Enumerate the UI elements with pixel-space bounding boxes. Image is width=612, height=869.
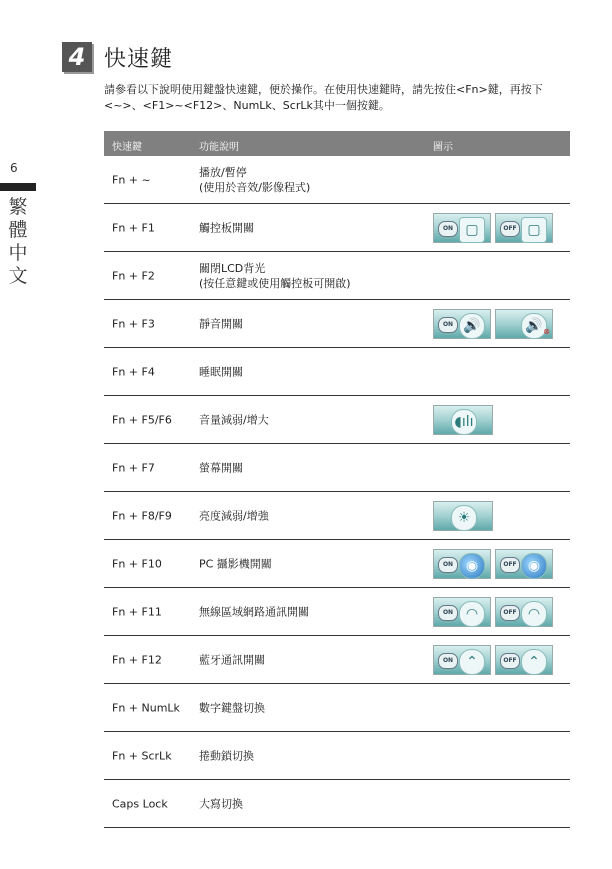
table-row <box>104 780 570 828</box>
header-key: 快速鍵 <box>112 142 142 153</box>
description-line: 數字鍵盤切換 <box>199 701 265 714</box>
description-line: (使用於音效/影像程式) <box>199 180 311 194</box>
bluetooth-on-icon <box>433 645 491 675</box>
hotkey-description <box>199 261 351 291</box>
sidebar-language-label: 繁體中文 <box>8 196 28 287</box>
hotkey-table <box>104 131 570 828</box>
table-row <box>104 684 570 732</box>
table-header <box>104 131 570 156</box>
description-line: 大寫切換 <box>199 797 243 810</box>
state-pill: OFF <box>500 557 520 573</box>
hotkey-description <box>199 412 269 427</box>
bluetooth-off-icon <box>495 645 553 675</box>
hotkey-combo: Caps Lock <box>112 797 168 810</box>
chapter-number-badge: 4 <box>62 42 92 72</box>
hotkey-combo: Fn + F4 <box>112 365 155 378</box>
hotkey-combo: Fn + ~ <box>112 173 151 186</box>
icon-glyph: 🔊 <box>521 313 547 339</box>
description-line: 關閉LCD背光 <box>199 261 266 275</box>
webcam-on-icon <box>433 549 491 579</box>
icon-glyph: ◖ılı <box>451 409 477 435</box>
hotkey-description <box>199 556 272 571</box>
icon-glyph: ◠ <box>521 601 547 627</box>
osd-icons <box>433 501 493 531</box>
speaker-on-icon <box>433 309 491 339</box>
osd-icons <box>433 549 553 579</box>
icon-glyph: ▢ <box>459 217 485 243</box>
hotkey-description <box>199 796 243 811</box>
hotkey-description <box>199 700 265 715</box>
table-row <box>104 492 570 540</box>
state-pill: ON <box>438 317 458 333</box>
hotkey-description <box>199 748 254 763</box>
description-line: (按任意鍵或使用觸控板可開啟) <box>199 276 351 290</box>
table-row <box>104 300 570 348</box>
description-line: PC 攝影機開關 <box>199 557 272 570</box>
icon-glyph: ◉ <box>459 553 485 579</box>
table-row <box>104 396 570 444</box>
mute-mark-icon: ⊗ <box>543 326 550 336</box>
hotkey-combo: Fn + F10 <box>112 557 162 570</box>
chapter-title: 快速鍵 <box>104 47 174 72</box>
state-pill: ON <box>438 557 458 573</box>
icon-glyph: ⌃ <box>521 649 547 675</box>
table-row <box>104 348 570 396</box>
speaker-muted-icon <box>495 309 553 339</box>
description-line: 亮度減弱/增強 <box>199 509 269 522</box>
description-line: 睡眠開關 <box>199 365 243 378</box>
header-icon: 圖示 <box>433 142 453 153</box>
hotkey-description <box>199 652 265 667</box>
table-row <box>104 636 570 684</box>
description-line: 靜音開關 <box>199 317 243 330</box>
description-line: 藍牙通訊開關 <box>199 653 265 666</box>
hotkey-combo: Fn + NumLk <box>112 701 180 714</box>
osd-icons <box>433 597 553 627</box>
wlan-off-icon <box>495 597 553 627</box>
hotkey-combo: Fn + F12 <box>112 653 162 666</box>
table-row <box>104 156 570 204</box>
state-pill: ON <box>438 221 458 237</box>
state-pill: OFF <box>500 221 520 237</box>
osd-icons <box>433 309 553 339</box>
header-function: 功能說明 <box>199 142 239 153</box>
hotkey-description <box>199 604 309 619</box>
page-number: 6 <box>10 161 18 175</box>
hotkey-combo: Fn + F2 <box>112 269 155 282</box>
hotkey-description <box>199 220 254 235</box>
icon-glyph: ☀ <box>451 505 477 531</box>
osd-icons <box>433 213 553 243</box>
osd-icons <box>433 405 493 435</box>
table-row <box>104 732 570 780</box>
icon-glyph: 🔊 <box>459 313 485 339</box>
hotkey-description <box>199 165 310 195</box>
state-pill: OFF <box>500 605 520 621</box>
hotkey-combo: Fn + F11 <box>112 605 162 618</box>
state-pill: OFF <box>500 653 520 669</box>
icon-glyph: ◉ <box>521 553 547 579</box>
hotkey-combo: Fn + F8/F9 <box>112 509 172 522</box>
table-row <box>104 540 570 588</box>
hotkey-description <box>199 316 243 331</box>
touchpad-off-icon <box>495 213 553 243</box>
osd-icons <box>433 645 553 675</box>
description-line: 播放/暫停 <box>199 165 247 179</box>
icon-glyph: ◠ <box>459 601 485 627</box>
state-pill: ON <box>438 605 458 621</box>
hotkey-description <box>199 460 243 475</box>
touchpad-on-icon <box>433 213 491 243</box>
hotkey-combo: Fn + F7 <box>112 461 155 474</box>
hotkey-combo: Fn + F3 <box>112 317 155 330</box>
volume-icon <box>433 405 493 435</box>
description-line: 音量減弱/增大 <box>199 413 269 426</box>
table-row <box>104 204 570 252</box>
state-pill: ON <box>438 653 458 669</box>
description-line: 無線區域網路通訊開關 <box>199 605 309 618</box>
sidebar-divider <box>0 183 36 191</box>
hotkey-combo: Fn + F5/F6 <box>112 413 172 426</box>
hotkey-combo: Fn + F1 <box>112 221 155 234</box>
webcam-off-icon <box>495 549 553 579</box>
icon-glyph: ▢ <box>521 217 547 243</box>
intro-paragraph: 請參看以下說明使用鍵盤快速鍵，便於操作。在使用快速鍵時，請先按住<Fn>鍵，再按下 <~>、<F1>~<F12>、NumLk、ScrLk其中一個按鍵。 <box>104 83 543 112</box>
description-line: 觸控板開關 <box>199 221 254 234</box>
hotkey-description <box>199 364 243 379</box>
table-row <box>104 444 570 492</box>
hotkey-combo: Fn + ScrLk <box>112 749 172 762</box>
icon-glyph: ⌃ <box>459 649 485 675</box>
description-line: 螢幕開關 <box>199 461 243 474</box>
description-line: 捲動鎖切換 <box>199 749 254 762</box>
wlan-on-icon <box>433 597 491 627</box>
table-row <box>104 588 570 636</box>
brightness-icon <box>433 501 493 531</box>
table-row <box>104 252 570 300</box>
hotkey-description <box>199 508 269 523</box>
